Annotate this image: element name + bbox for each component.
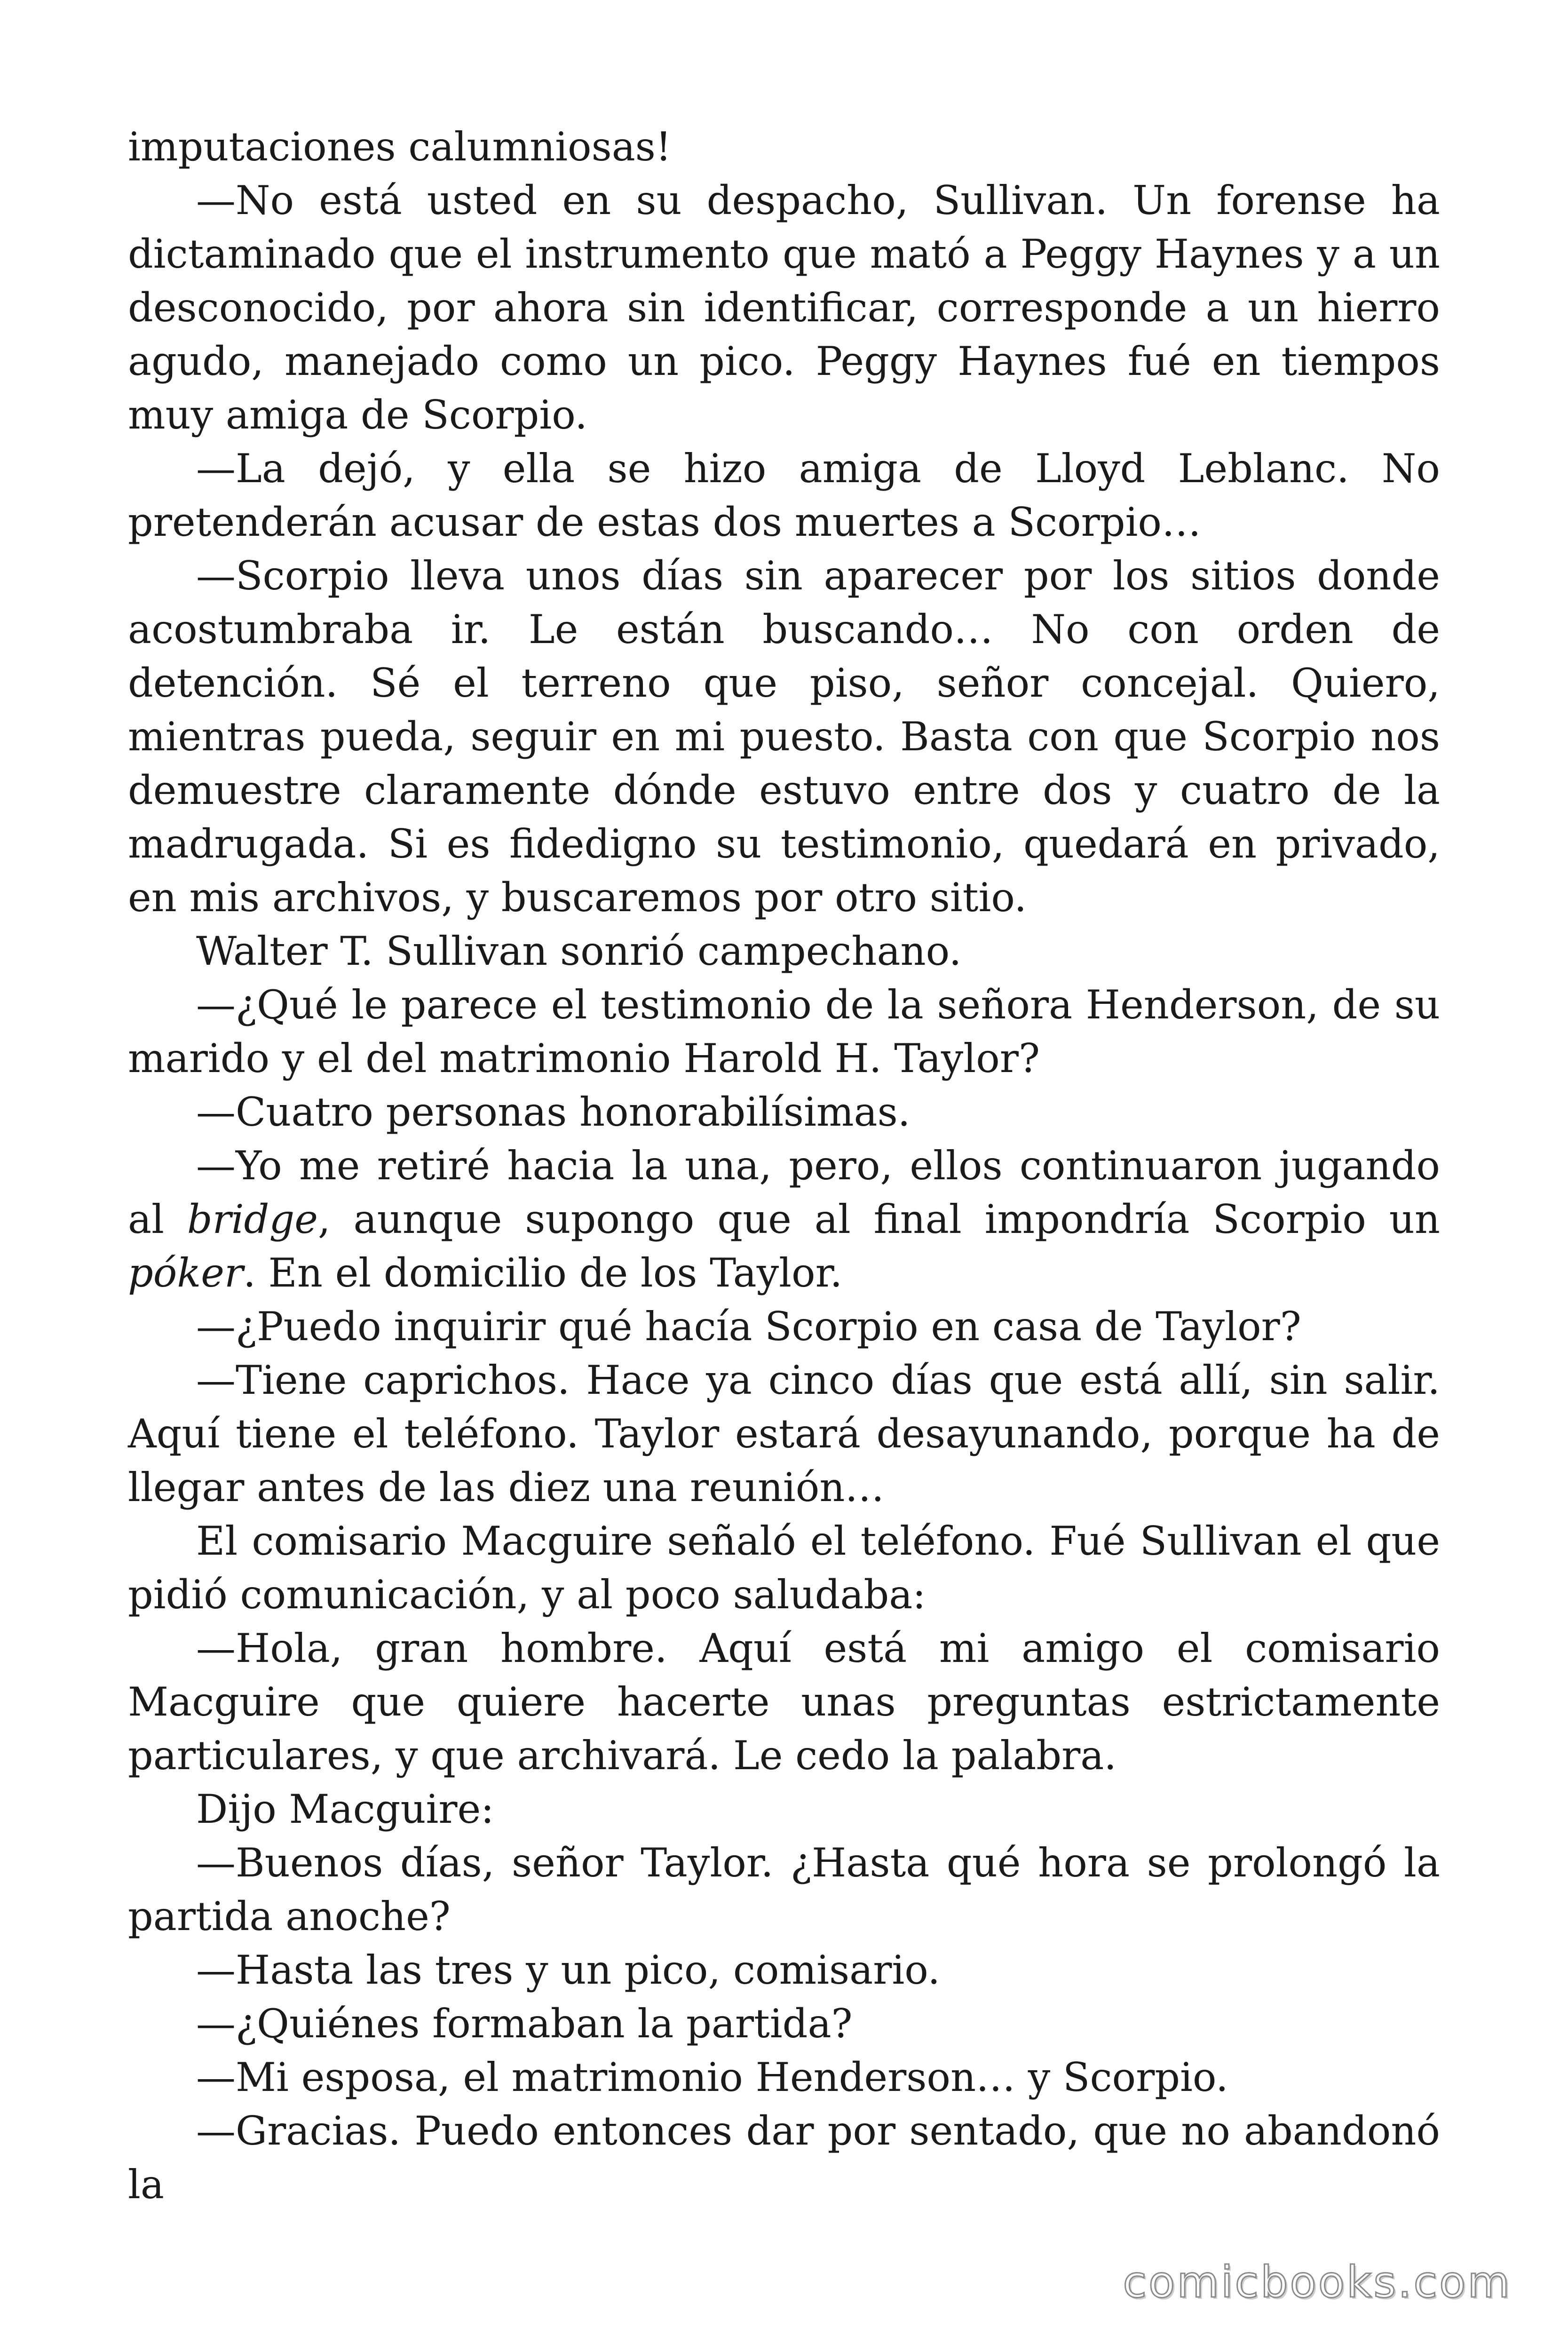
paragraph-text: . En el domicilio de los Taylor. xyxy=(243,1250,843,1296)
paragraph xyxy=(128,1085,1440,1139)
paragraph xyxy=(128,1782,1440,1836)
paragraph xyxy=(128,1139,1440,1300)
paragraph-text: —¿Quiénes formaban la partida? xyxy=(196,2001,853,2047)
paragraph-text: —Tiene caprichos. Hace ya cinco días que está allí, sin salir. Aquí tiene el teléfono. Taylor estará desayunando, porque ha de llegar antes de las diez una reunión… xyxy=(128,1357,1440,1510)
page-body-text xyxy=(128,120,1440,2211)
paragraph-text: —No está usted en su despacho, Sullivan. Un forense ha dictaminado que el instrumento que mató a Peggy Haynes y a un desconocido, por ahora sin identificar, corresponde a un hierro agudo, manejado como un pico. Peggy Haynes fué en tiempos muy amiga de Scorpio. xyxy=(128,177,1440,438)
watermark-logo: comicbooks.com xyxy=(1123,2257,1512,2307)
paragraph xyxy=(128,174,1440,442)
italic-word: póker xyxy=(128,1250,244,1296)
paragraph xyxy=(128,1353,1440,1514)
paragraph-text: —¿Puedo inquirir qué hacía Scorpio en casa de Taylor? xyxy=(196,1303,1301,1350)
paragraph-text: —¿Qué le parece el testimonio de la señora Henderson, de su marido y el del matrimonio Harold H. Taylor? xyxy=(128,982,1440,1081)
paragraph-text: —Gracias. Puedo entonces dar por sentado, que no abandonó la xyxy=(128,2108,1440,2208)
paragraph-text: —Scorpio lleva unos días sin aparecer por los sitios donde acostumbraba ir. Le están buscando… No con orden de detención. Sé el terreno que piso, señor concejal. Quiero, mientras pueda, seguir en mi puesto. Basta con que Scorpio nos demuestre claramente dónde estuvo entre dos y cuatro de la madrugada. Si es fidedigno su testimonio, quedará en privado, en mis archivos, y buscaremos por otro sitio. xyxy=(128,553,1440,921)
paragraph xyxy=(128,442,1440,549)
paragraph xyxy=(128,549,1440,924)
paragraph-text: —Hola, gran hombre. Aquí está mi amigo el comisario Macguire que quiere hacerte unas preguntas estrictamente particulares, y que archivará. Le cedo la palabra. xyxy=(128,1625,1440,1779)
paragraph-text: —Yo me retiré hacia la una, pero, ellos continuaron jugando al xyxy=(128,1143,1440,1242)
paragraph-text: —La dejó, y ella se hizo amiga de Lloyd Leblanc. No pretenderán acusar de estas dos muertes a Scorpio… xyxy=(128,445,1440,545)
paragraph xyxy=(128,1514,1440,1621)
paragraph-text: imputaciones calumniosas! xyxy=(128,124,672,170)
paragraph xyxy=(128,1621,1440,1782)
paragraph-text: El comisario Macguire señaló el teléfono. Fué Sullivan el que pidió comunicación, y al poco saludaba: xyxy=(128,1518,1440,1618)
italic-word: bridge xyxy=(187,1196,318,1242)
paragraph xyxy=(128,924,1440,978)
paragraph xyxy=(128,1943,1440,1997)
paragraph xyxy=(128,2104,1440,2211)
paragraph xyxy=(128,1997,1440,2050)
paragraph-text: Walter T. Sullivan sonrió campechano. xyxy=(196,928,962,974)
paragraph xyxy=(128,120,1440,174)
paragraph xyxy=(128,1300,1440,1353)
paragraph-text: —Hasta las tres y un pico, comisario. xyxy=(196,1947,941,1993)
paragraph xyxy=(128,2050,1440,2104)
paragraph-text: , aunque supongo que al final impondría Scorpio un xyxy=(317,1196,1440,1242)
paragraph-text: —Buenos días, señor Taylor. ¿Hasta qué hora se prolongó la partida anoche? xyxy=(128,1840,1440,1939)
paragraph-text: Dijo Macguire: xyxy=(196,1786,494,1832)
paragraph-text: —Cuatro personas honorabilísimas. xyxy=(196,1089,911,1135)
paragraph xyxy=(128,978,1440,1085)
paragraph xyxy=(128,1836,1440,1943)
paragraph-text: —Mi esposa, el matrimonio Henderson… y Scorpio. xyxy=(196,2054,1228,2100)
